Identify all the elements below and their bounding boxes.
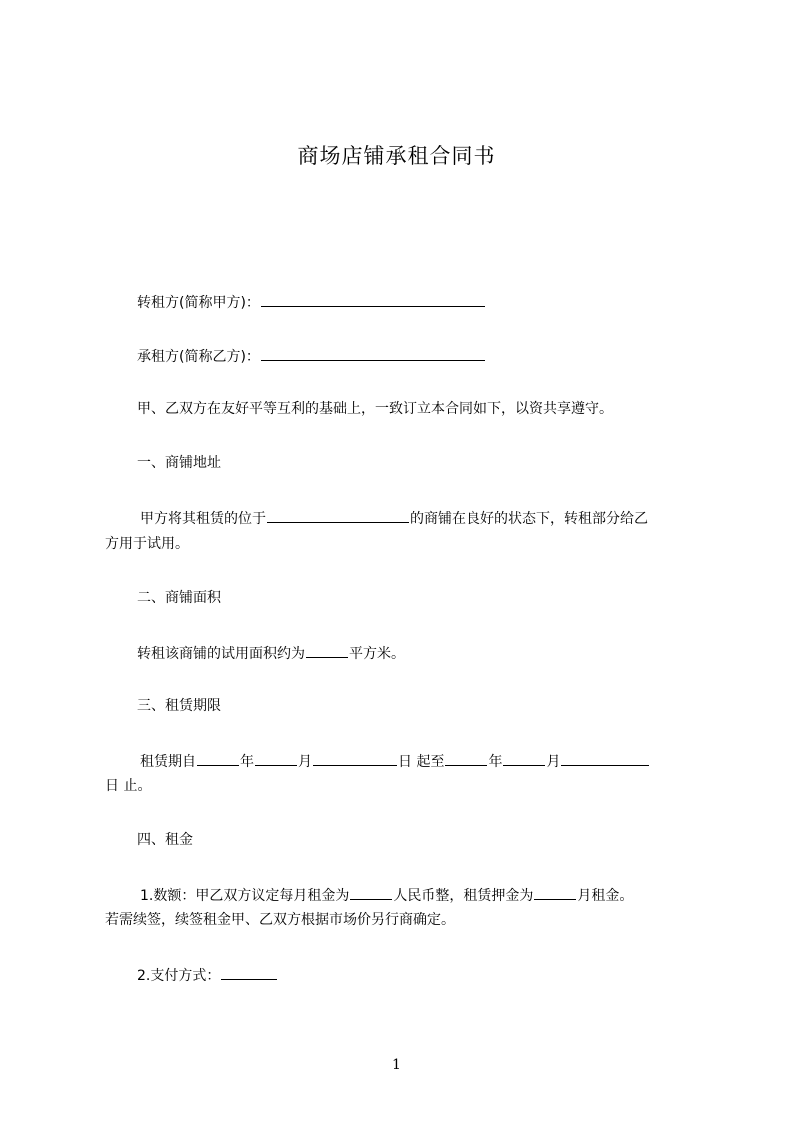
year2-label: 年 — [488, 754, 503, 770]
monthly-rent-blank[interactable] — [350, 884, 392, 900]
party-b-label: 承租方(简称乙方)： — [137, 349, 260, 365]
section1-text-after: 的商铺在良好的状态下，转租部分给乙 — [410, 511, 648, 527]
section1-heading: 一、商铺地址 — [137, 455, 221, 471]
end-day-blank[interactable] — [561, 750, 649, 766]
section2-heading: 二、商铺面积 — [137, 590, 221, 606]
day-to-label: 日 起至 — [398, 754, 445, 770]
section3-paragraph — [140, 750, 705, 772]
party-b-line — [137, 345, 705, 367]
page-number: 1 — [392, 1057, 401, 1073]
start-year-blank[interactable] — [197, 750, 239, 766]
start-day-blank[interactable] — [313, 750, 397, 766]
year-label: 年 — [240, 754, 254, 770]
address-blank[interactable] — [267, 507, 409, 523]
end-year-blank[interactable] — [445, 750, 487, 766]
document-title: 商场店铺承租合同书 — [297, 144, 496, 168]
payment-method-label: 2.支付方式： — [137, 968, 221, 984]
deposit-blank[interactable] — [534, 884, 576, 900]
lease-from-label: 租赁期自 — [140, 754, 196, 770]
section1-paragraph — [140, 507, 705, 529]
party-a-label: 转租方(简称甲方)： — [137, 295, 260, 311]
month2-label: 月 — [546, 754, 561, 770]
section2-text-before: 转租该商铺的试用面积约为 — [137, 646, 305, 662]
rent-item1-line2: 若需续签，续签租金甲、乙双方根据市场价另行商确定。 — [105, 912, 455, 928]
party-a-line — [137, 291, 705, 313]
section2-text-after: 平方米。 — [349, 646, 405, 662]
rent-item1-b: 人民币整，租赁押金为 — [393, 888, 534, 904]
start-month-blank[interactable] — [255, 750, 297, 766]
party-b-blank[interactable] — [261, 345, 485, 361]
section1-text-before: 甲方将其租赁的位于 — [140, 511, 266, 527]
section1-line2: 方用于试用。 — [105, 536, 189, 552]
payment-method-blank[interactable] — [221, 964, 277, 980]
area-blank[interactable] — [306, 642, 348, 658]
section3-line2: 日 止。 — [105, 778, 152, 794]
rent-amount-paragraph — [140, 884, 705, 906]
rent-item1-a: 1.数额：甲乙双方议定每月租金为 — [140, 888, 350, 904]
section4-heading: 四、租金 — [137, 832, 193, 848]
payment-method-line — [137, 964, 705, 986]
section2-paragraph — [137, 642, 705, 664]
month-label: 月 — [298, 754, 312, 770]
rent-item1-c: 月租金。 — [577, 888, 634, 904]
party-a-blank[interactable] — [261, 291, 485, 307]
section3-heading: 三、租赁期限 — [137, 698, 221, 714]
preamble: 甲、乙双方在友好平等互利的基础上，一致订立本合同如下，以资共享遵守。 — [137, 401, 613, 417]
end-month-blank[interactable] — [503, 750, 545, 766]
